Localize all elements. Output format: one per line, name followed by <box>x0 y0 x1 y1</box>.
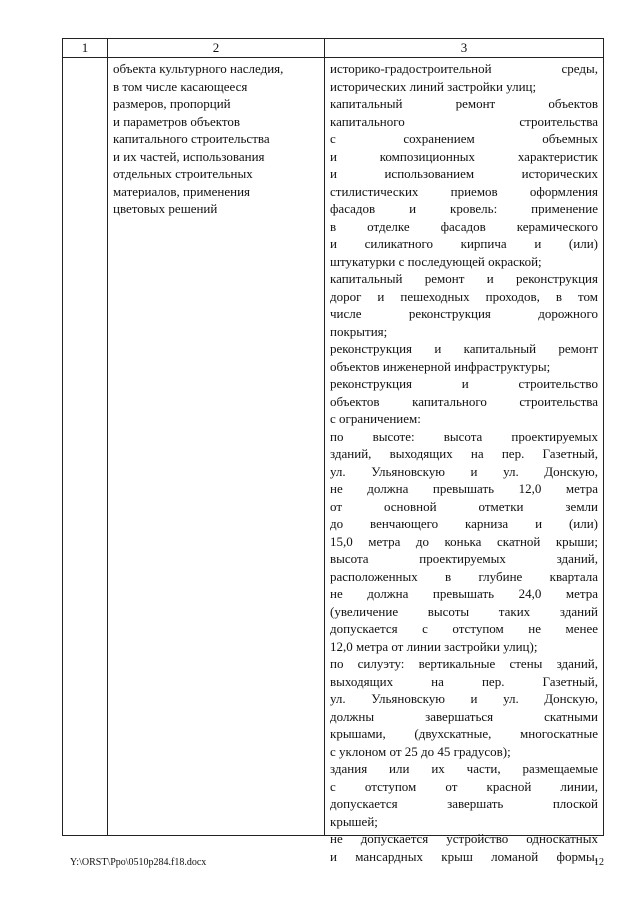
text-line: стилистических приемов оформления <box>330 183 598 199</box>
column-divider <box>324 39 325 835</box>
text-line: по высоте: высота проектируемых <box>330 428 598 444</box>
text-line: здания или их части, размещаемые <box>330 761 598 776</box>
text-line: и параметров объектов <box>113 113 241 129</box>
text-line: цветовых решений <box>113 201 218 216</box>
table-header-row <box>63 39 603 58</box>
text-line: и силикатного кирпича и (или) <box>330 236 598 251</box>
text-line: капитальный ремонт объектов <box>330 96 598 111</box>
text-line: дорог и пешеходных проходов, в том <box>330 288 598 304</box>
text-line: в том числе касающееся <box>113 78 248 94</box>
text-line: в отделке фасадов керамического <box>330 218 598 234</box>
text-line: объектов инженерной инфраструктуры; <box>330 358 551 374</box>
text-line: покрытия; <box>330 323 388 339</box>
text-line: зданий, выходящих на пер. Газетный, <box>330 446 598 461</box>
text-line: 15,0 метра до конька скатной крыши; <box>330 533 598 549</box>
text-line: размеров, пропорций <box>113 96 231 111</box>
text-line: ул. Ульяновскую и ул. Донскую, <box>330 691 598 706</box>
text-line: числе реконструкция дорожного <box>330 306 598 321</box>
text-line: не должна превышать 12,0 метра <box>330 481 598 496</box>
text-line: выходящих на пер. Газетный, <box>330 673 598 689</box>
text-line: ул. Ульяновскую и ул. Донскую, <box>330 463 598 479</box>
text-line: с уклоном от 25 до 45 градусов); <box>330 743 511 759</box>
text-line: и композиционных характеристик <box>330 148 598 164</box>
text-line: высота проектируемых зданий, <box>330 551 598 566</box>
text-line: материалов, применения <box>113 183 251 199</box>
text-line: крышами, (двухскатные, многоскатные <box>330 726 598 741</box>
text-line: расположенных в глубине квартала <box>330 568 598 584</box>
text-line: и мансардных крыш ломаной формы, <box>330 848 598 864</box>
text-line: капитального строительства <box>113 131 270 146</box>
text-line: должны завершаться скатными <box>330 708 598 724</box>
text-line: и использованием исторических <box>330 166 598 181</box>
column-divider <box>107 39 108 835</box>
text-line: объекта культурного наследия, <box>113 61 284 76</box>
text-line: капитального строительства <box>330 113 598 129</box>
text-line: (увеличение высоты таких зданий <box>330 603 598 619</box>
text-line: фасадов и кровель: применение <box>330 201 598 216</box>
text-line: исторических линий застройки улиц; <box>330 78 537 94</box>
text-line: от основной отметки земли <box>330 498 598 514</box>
text-line: и их частей, использования <box>113 148 265 164</box>
text-line: объектов капитального строительства <box>330 393 598 409</box>
text-line: с отступом от красной линии, <box>330 778 598 794</box>
text-line: не допускается устройство односкатных <box>330 831 598 846</box>
table-cell-column-3 <box>330 60 598 865</box>
text-line: историко-градостроительной среды, <box>330 61 598 76</box>
text-line: реконструкция и капитальный ремонт <box>330 341 598 356</box>
text-line: по силуэту: вертикальные стены зданий, <box>330 656 598 671</box>
footer-page-number: 12 <box>594 857 604 868</box>
header-cell-2: 2 <box>212 40 220 55</box>
header-cell-1: 1 <box>81 40 89 55</box>
text-line: отдельных строительных <box>113 166 253 181</box>
text-line: с ограничением: <box>330 411 421 426</box>
text-line: допускается с отступом не менее <box>330 621 598 636</box>
text-line: реконструкция и строительство <box>330 376 598 391</box>
table-cell-column-2 <box>113 60 319 218</box>
text-line: допускается завершать плоской <box>330 796 598 811</box>
text-line: крышей; <box>330 813 378 829</box>
footer-file-path: Y:\ORST\Ppo\0510p284.f18.docx <box>70 857 207 868</box>
text-line: капитальный ремонт и реконструкция <box>330 271 598 286</box>
header-cell-3: 3 <box>460 40 468 55</box>
text-line: не должна превышать 24,0 метра <box>330 586 598 601</box>
text-line: 12,0 метра от линии застройки улиц); <box>330 638 538 654</box>
text-line: штукатурки с последующей окраской; <box>330 253 542 269</box>
text-line: с сохранением объемных <box>330 131 598 146</box>
text-line: до венчающего карниза и (или) <box>330 516 598 531</box>
